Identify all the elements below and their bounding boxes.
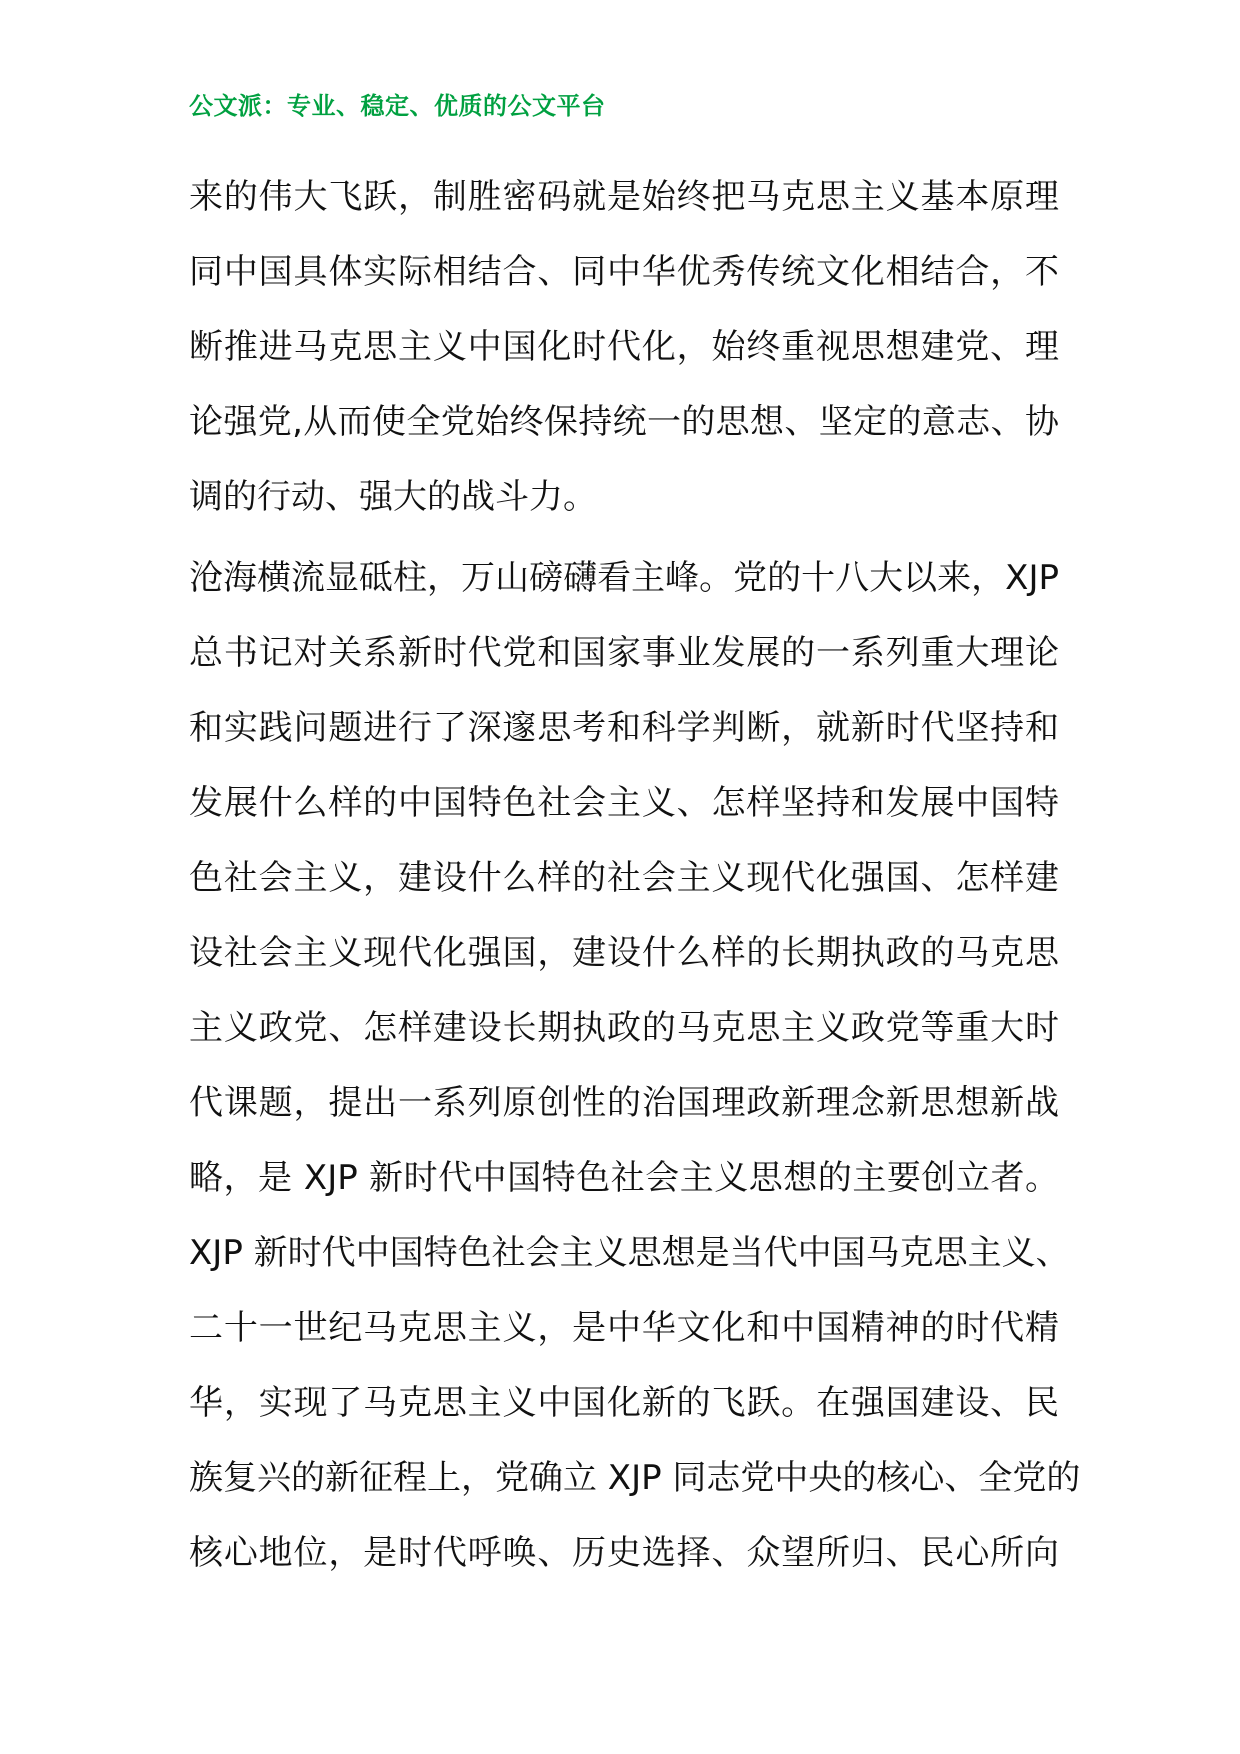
text-line: 设社会主义现代化强国，建设什么样的长期执政的马克思 — [189, 933, 1059, 973]
text-line: 主义政党、怎样建设长期执政的马克思主义政党等重大时 — [189, 1008, 1059, 1048]
text-line: 代课题，提出一系列原创性的治国理政新理念新思想新战 — [189, 1083, 1059, 1123]
text-line: 族复兴的新征程上，党确立 XJP 同志党中央的核心、全党的 — [189, 1458, 1081, 1498]
text-line: 发展什么样的中国特色社会主义、怎样坚持和发展中国特 — [189, 783, 1059, 823]
text-line: 和实践问题进行了深邃思考和科学判断，就新时代坚持和 — [189, 708, 1059, 748]
text-line: 华，实现了马克思主义中国化新的飞跃。在强国建设、民 — [189, 1383, 1059, 1423]
text-line: XJP 新时代中国特色社会主义思想是当代中国马克思主义、 — [189, 1233, 1070, 1273]
text-line: 论强党,从而使全党始终保持统一的思想、坚定的意志、协 — [189, 402, 1059, 442]
text-line: 调的行动、强大的战斗力。 — [189, 477, 597, 517]
paragraph-2 — [189, 541, 1081, 1591]
text-line: 核心地位，是时代呼唤、历史选择、众望所归、民心所向 — [189, 1533, 1059, 1573]
text-line: 略，是 XJP 新时代中国特色社会主义思想的主要创立者。 — [189, 1158, 1059, 1198]
document-body — [189, 160, 1081, 1591]
paragraph-1 — [189, 160, 1059, 535]
text-line: 沧海横流显砥柱，万山磅礴看主峰。党的十八大以来，XJP — [189, 558, 1059, 598]
text-line: 总书记对关系新时代党和国家事业发展的一系列重大理论 — [189, 633, 1059, 673]
text-line: 色社会主义，建设什么样的社会主义现代化强国、怎样建 — [189, 858, 1059, 898]
text-line: 二十一世纪马克思主义，是中华文化和中国精神的时代精 — [189, 1308, 1059, 1348]
text-line: 来的伟大飞跃，制胜密码就是始终把马克思主义基本原理 — [189, 177, 1059, 217]
text-line: 同中国具体实际相结合、同中华优秀传统文化相结合，不 — [189, 252, 1059, 292]
text-line: 断推进马克思主义中国化时代化，始终重视思想建党、理 — [189, 327, 1059, 367]
page-header: 公文派：专业、稳定、优质的公文平台 — [189, 92, 606, 120]
